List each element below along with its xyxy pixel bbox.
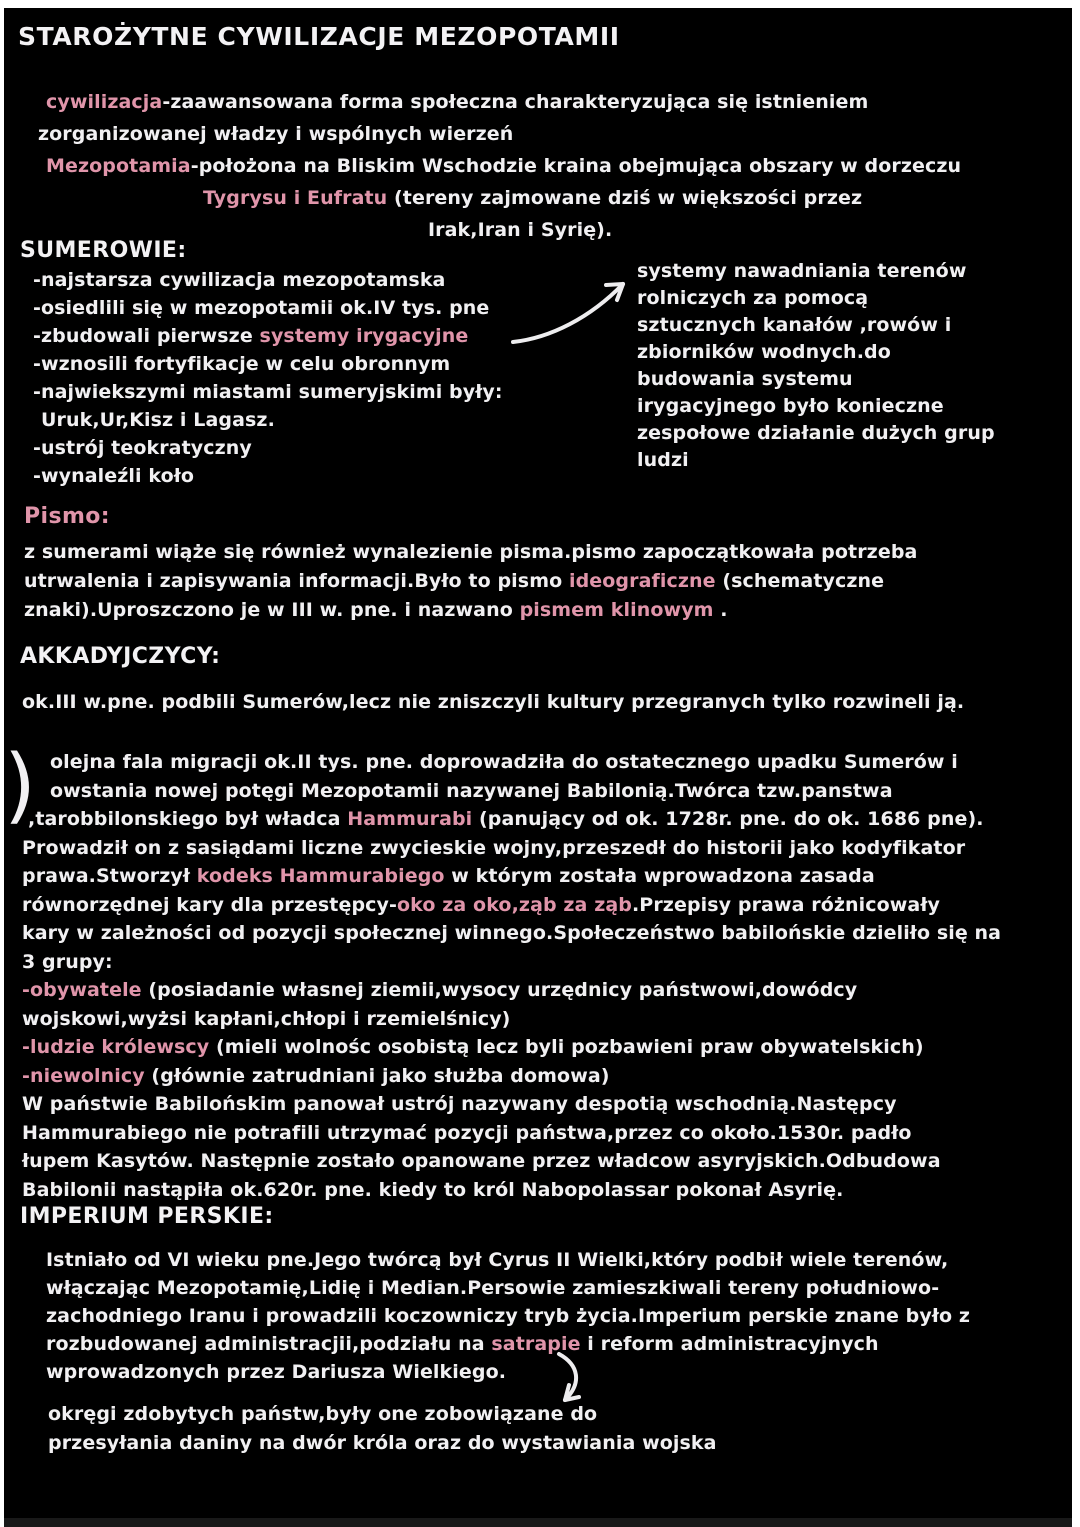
- note-text: zbiorników wodnych.do: [637, 341, 891, 363]
- note-text: zachodniego Iranu i prowadzili koczowniczy tryb życia.Imperium perskie znane było z: [46, 1305, 971, 1327]
- irrigation-side-note: [637, 258, 1057, 474]
- note-line: [22, 1033, 1001, 1062]
- note-text: i reform administracyjnych: [580, 1333, 879, 1355]
- section-heading-imperium-perskie: IMPERIUM PERSKIE:: [20, 1204, 274, 1229]
- note-text: sztucznych kanałów ,rowów i: [637, 314, 952, 336]
- note-text: -najwiekszymi miastami sumeryjskimi były:: [33, 381, 503, 403]
- note-text: -położona na Bliskim Wschodzie kraina obejmująca obszary w dorzeczu: [190, 155, 962, 177]
- note-line: [38, 86, 961, 118]
- note-line: [24, 567, 917, 596]
- note-line: [637, 339, 1057, 366]
- highlighted-term: kodeks Hammurabiego: [196, 865, 445, 887]
- note-line: [33, 378, 503, 406]
- note-text: Prowadził on z sasiądami liczne zwycieskie wojny,przeszedł do historii jako kodyfikator: [22, 836, 966, 859]
- note-text: Irak,Iran i Syrię).: [428, 219, 613, 241]
- note-text: rozbudowanej administracjii,podziału na: [46, 1333, 492, 1355]
- note-text: (głównie zatrudniani jako służba domowa): [144, 1064, 610, 1087]
- note-text: -najstarsza cywilizacja mezopotamska: [33, 269, 446, 291]
- note-line: [22, 1119, 1001, 1148]
- note-text: kary w zależności od pozycji społecznej winnego.Społeczeństwo babilońskie dzieliło się na: [22, 922, 1002, 944]
- note-text: łupem Kasytów. Następnie zostało opanowane przez władcow asyryjskich.Odbudowa: [22, 1150, 941, 1172]
- highlighted-term: ideograficzne: [568, 570, 716, 592]
- note-text: Hammurabiego nie potrafili utrzymać pozycji państwa,przez co około.1530r. padło: [22, 1121, 912, 1144]
- note-text: (posiadanie własnej ziemii,wysocy urzędnicy państwowi,dowódcy: [141, 979, 858, 1001]
- note-line: [22, 688, 964, 717]
- highlighted-term: -ludzie królewscy: [22, 1036, 210, 1058]
- note-text: -ustrój teokratyczny: [33, 437, 252, 459]
- note-line: [33, 350, 503, 378]
- satrapie-note-paragraph: [48, 1400, 717, 1458]
- note-text: olejna fala migracji ok.II tys. pne. doprowadziła do ostatecznego upadku Sumerów i: [50, 751, 958, 773]
- note-text: systemy nawadniania terenów: [637, 260, 967, 282]
- note-line: [33, 294, 503, 322]
- highlighted-term: systemy irygacyjne: [259, 325, 469, 347]
- note-line: [33, 322, 503, 350]
- note-text: -zbudowali pierwsze: [33, 325, 260, 347]
- note-text: owstania nowej potęgi Mezopotamii nazywanej Babilonią.Twórca tzw.panstwa: [50, 779, 893, 802]
- note-text: .: [713, 599, 728, 621]
- note-text: prawa.Stworzył: [22, 865, 197, 887]
- note-text: W państwie Babilońskim panował ustrój nazywany despotią wschodnią.Następcy: [22, 1093, 897, 1115]
- imperium-perskie-paragraph: [46, 1246, 970, 1386]
- highlighted-term: satrapie: [491, 1333, 581, 1355]
- note-text: ,tarobbilonskiego był władca: [28, 808, 348, 830]
- note-text: .Przepisy prawa różnicowały: [631, 893, 940, 916]
- note-text: z sumerami wiąże się również wynalezienie pisma.pismo zapoczątkowała potrzeba: [24, 541, 918, 563]
- note-text: utrwalenia i zapisywania informacji.Było to pismo: [24, 570, 569, 592]
- note-line: [637, 366, 1057, 393]
- note-line: [637, 258, 1057, 285]
- note-text: Babilonii nastąpiła ok.620r. pne. kiedy to król Nabopolassar pokonał Asyrię.: [22, 1178, 844, 1201]
- note-line: [46, 1274, 970, 1302]
- note-line: [637, 447, 1057, 474]
- note-text: (panujący od ok. 1728r. pne. do ok. 1686 pne).: [472, 808, 984, 830]
- note-line: [48, 1400, 717, 1429]
- note-text: -wznosili fortyfikacje w celu obronnym: [33, 353, 451, 375]
- note-text: wojskowi,wyżsi kapłani,chłopi i rzemielśnicy): [22, 1007, 511, 1030]
- highlighted-term: -obywatele: [22, 979, 142, 1001]
- note-line: [38, 150, 961, 182]
- section-heading-sumerowie: SUMEROWIE:: [20, 238, 187, 263]
- definitions-block: [38, 86, 961, 246]
- note-line: [22, 976, 1001, 1005]
- section-heading-pismo: Pismo:: [24, 504, 110, 529]
- note-line: [33, 406, 503, 434]
- note-text: 3 grupy:: [22, 950, 113, 973]
- note-line: [22, 862, 1001, 891]
- note-text: włączając Mezopotamię,Lidię i Median.Persowie zamieszkiwali tereny południowo-: [46, 1277, 940, 1299]
- note-line: [38, 182, 961, 214]
- note-text: ok.III w.pne. podbili Sumerów,lecz nie zniszczyli kultury przegranych tylko rozwineli ją.: [22, 691, 965, 713]
- page-title: STAROŻYTNE CYWILIZACJE MEZOPOTAMII: [18, 22, 620, 51]
- note-text: wprowadzonych przez Dariusza Wielkiego.: [46, 1361, 507, 1383]
- note-text: (schematyczne: [715, 570, 885, 592]
- note-line: [46, 1302, 970, 1330]
- akkadyjczycy-paragraph: [22, 688, 964, 717]
- notes-page: [4, 8, 1072, 1527]
- note-line: [22, 1176, 1001, 1205]
- note-line: [46, 1358, 970, 1386]
- note-line: [33, 266, 503, 294]
- note-line: [22, 948, 1001, 977]
- note-text: znaki).Uproszczono je w III w. pne. i nazwano: [24, 599, 520, 621]
- babilonia-paragraph: [22, 748, 1001, 1204]
- note-text: zespołowe działanie dużych grup: [637, 422, 995, 444]
- note-text: przesyłania daniny na dwór króla oraz do wystawiania wojska: [48, 1432, 717, 1454]
- highlighted-term: cywilizacja: [46, 91, 163, 113]
- note-line: [33, 462, 503, 490]
- note-line: [22, 1147, 1001, 1176]
- note-line: [637, 312, 1057, 339]
- note-text: -wynaleźli koło: [33, 465, 195, 487]
- sumerowie-bullet-list: [33, 266, 503, 490]
- note-text: rolniczych za pomocą: [637, 287, 869, 309]
- note-line: [637, 393, 1057, 420]
- note-text: okręgi zdobytych państw,były one zobowiązane do: [48, 1403, 598, 1425]
- note-line: [637, 285, 1057, 312]
- note-line: [22, 1005, 1001, 1034]
- note-text: (mieli wolnośc osobistą lecz byli pozbawieni praw obywatelskich): [209, 1036, 924, 1058]
- note-line: [46, 1246, 970, 1274]
- note-line: [22, 834, 1001, 863]
- note-text: -osiedlili się w mezopotamii ok.IV tys. pne: [33, 297, 490, 319]
- note-line: [22, 919, 1001, 948]
- cutoff-initial-glyph: ): [4, 738, 36, 833]
- highlighted-term: pismem klinowym: [519, 599, 714, 621]
- note-text: ludzi: [637, 449, 689, 471]
- section-heading-akkadyjczycy: AKKADYJCZYCY:: [20, 644, 221, 669]
- note-text: irygacyjnego było konieczne: [637, 395, 944, 417]
- note-text: równorzędnej kary dla przestępcy-: [22, 893, 398, 916]
- note-line: [24, 596, 917, 625]
- highlighted-term: Tygrysu i Eufratu: [203, 187, 388, 209]
- highlighted-term: oko za oko,ząb za ząb: [397, 893, 632, 916]
- note-text: budowania systemu: [637, 368, 853, 390]
- highlighted-term: -niewolnicy: [22, 1064, 145, 1087]
- note-text: (tereny zajmowane dziś w większości przez: [387, 187, 863, 209]
- note-line: [22, 1090, 1001, 1119]
- note-text: -zaawansowana forma społeczna charakteryzująca się istnieniem: [162, 91, 869, 113]
- note-line: [22, 805, 1001, 834]
- note-line: [33, 434, 503, 462]
- note-line: [38, 118, 961, 150]
- note-line: [22, 1062, 1001, 1091]
- highlighted-term: Hammurabi: [347, 808, 473, 830]
- note-text: Uruk,Ur,Kisz i Lagasz.: [41, 409, 275, 431]
- note-line: [46, 1330, 970, 1358]
- note-line: [24, 538, 917, 567]
- note-line: [22, 891, 1001, 920]
- note-text: Istniało od VI wieku pne.Jego twórcą był Cyrus II Wielki,który podbił wiele terenów,: [46, 1249, 949, 1271]
- note-line: [22, 748, 1001, 777]
- note-text: w którym została wprowadzona zasada: [444, 865, 875, 887]
- note-line: [48, 1429, 717, 1458]
- note-line: [22, 777, 1001, 806]
- curved-arrow-up-right-icon: [505, 272, 635, 350]
- pismo-paragraph: [24, 538, 917, 625]
- note-text: zorganizowanej władzy i wspólnych wierzeń: [38, 123, 514, 145]
- note-line: [637, 420, 1057, 447]
- highlighted-term: Mezopotamia: [46, 155, 191, 177]
